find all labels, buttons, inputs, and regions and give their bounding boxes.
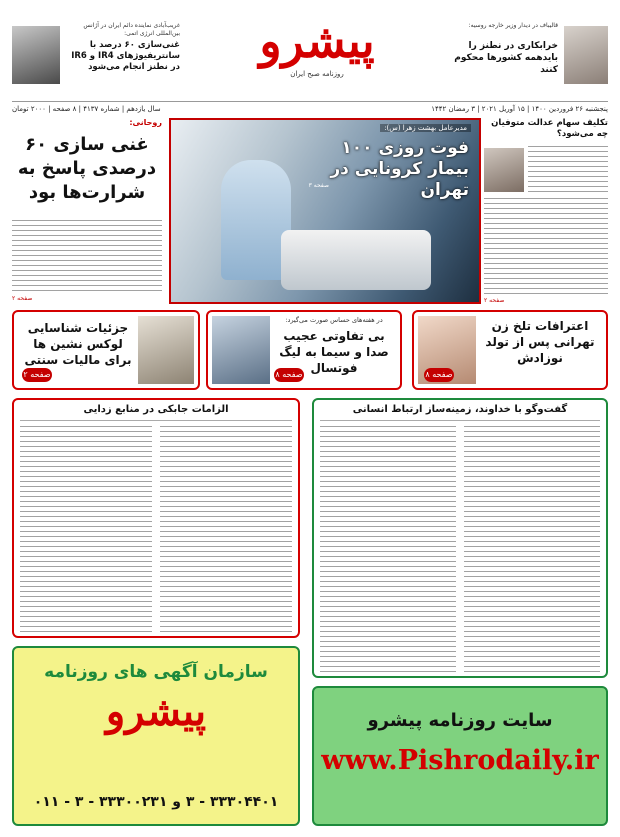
box-left-headline: جزئیات شناسایی لوکس نشین ها برای مالیات سنتی xyxy=(24,321,132,367)
article-right-col2 xyxy=(320,426,456,672)
article-left-col2 xyxy=(20,426,152,632)
right-column-body-lower xyxy=(484,198,608,296)
box-center[interactable] xyxy=(206,310,402,390)
left-column-jump: صفحه ۲ xyxy=(12,295,33,302)
box-center-kicker: در هفته‌های حساس صورت می‌گیرد: xyxy=(285,316,383,324)
masthead-logo xyxy=(232,10,402,90)
article-left xyxy=(12,398,300,638)
left-teaser xyxy=(12,22,182,92)
article-left-headline: الزامات جابکی در منابع زدایی xyxy=(20,400,292,421)
right-teaser xyxy=(448,22,608,92)
article-left-col1 xyxy=(160,426,292,632)
left-column xyxy=(12,118,162,304)
article-right-col1 xyxy=(464,426,600,672)
left-column-body xyxy=(12,220,162,294)
ad-right-url[interactable]: www.Pishrodaily.ir xyxy=(321,745,599,776)
left-column-headline: غنی سازی ۶۰ درصدی پاسخ به شرارت‌ها بود xyxy=(17,134,157,203)
box-right-headline: اعترافات تلخ زن تهرانی پس از تولد نوزادش xyxy=(485,319,595,365)
box-left[interactable] xyxy=(12,310,200,390)
logo-text: پیشرو xyxy=(259,14,375,68)
ad-right[interactable] xyxy=(312,686,608,826)
ad-left-line2: پیشرو xyxy=(105,688,207,735)
box-center-photo xyxy=(212,316,270,384)
right-teaser-headline: خرابکاری در نطنز را بایدهمه کشورها محکوم کنند xyxy=(454,41,558,75)
ad-left-line1: سازمان آگهی های روزنامه xyxy=(44,662,268,682)
box-left-photo xyxy=(138,316,194,384)
left-column-kicker: روحانی: xyxy=(129,118,162,127)
article-right xyxy=(312,398,608,678)
date-line: پنجشنبه ۲۶ فروردین ۱۴۰۰ | ۱۵ آوریل ۲۰۲۱ | ۳ رمضان ۱۴۴۲ xyxy=(431,105,608,113)
box-right-page-tag: صفحه ۸ xyxy=(424,368,454,382)
left-teaser-photo xyxy=(12,26,60,84)
ad-left-phones: ۳۳۳۰۴۴۰۱ - ۳ و ۳۳۳۰۰۲۳۱ - ۳ - ۰۱۱ xyxy=(33,794,279,810)
box-left-page-tag: صفحه ۲ xyxy=(22,368,52,382)
main-story-bed xyxy=(281,230,431,290)
box-center-page-tag: صفحه ۸ xyxy=(274,368,304,382)
logo-subtitle: روزنامه صبح ایران xyxy=(290,70,344,78)
box-right[interactable] xyxy=(412,310,608,390)
main-story-headline: فوت روزی ۱۰۰ بیمار کرونایی در تهران xyxy=(330,138,469,200)
right-column-jump: صفحه ۲ xyxy=(484,297,505,304)
ad-right-line1: سایت روزنامه پیشرو xyxy=(367,710,553,731)
right-column-photo xyxy=(484,148,524,192)
right-column-body xyxy=(528,146,608,196)
main-story-kicker: مدیرعامل بهشت زهرا (س): xyxy=(380,124,471,132)
main-story xyxy=(169,118,481,304)
main-story-jump: صفحه ۳ xyxy=(308,182,329,189)
right-teaser-photo xyxy=(564,26,608,84)
date-strip xyxy=(12,103,608,115)
left-teaser-headline: غنی‌سازی ۶۰ درصد با سانتریفیوژهای IR4 و IR6 در نطنز انجام می‌شود xyxy=(71,40,180,72)
right-column xyxy=(484,118,608,304)
issue-line: سال یازدهم | شماره ۴۱۳۷ | ۸ صفحه | ۲۰۰۰ تومان xyxy=(12,105,161,113)
ad-left[interactable] xyxy=(12,646,300,826)
box-center-headline: بی تفاوتی عجیب صدا و سیما به لیگ فوتسال xyxy=(279,329,389,375)
article-right-headline: گفت‌وگو با خداوند، زمینه‌ساز ارتباط انسانی xyxy=(320,400,600,421)
left-teaser-kicker: غریب‌آبادی نماینده دائم ایران در آژانس بین‌المللی انرژی اتمی: xyxy=(83,22,180,37)
right-column-headline: تکلیف سهام عدالت متوفیان چه می‌شود؟ xyxy=(491,118,608,139)
right-teaser-kicker: قالیباف در دیدار وزیر خارجه روسیه: xyxy=(468,22,558,29)
masthead xyxy=(12,10,608,102)
